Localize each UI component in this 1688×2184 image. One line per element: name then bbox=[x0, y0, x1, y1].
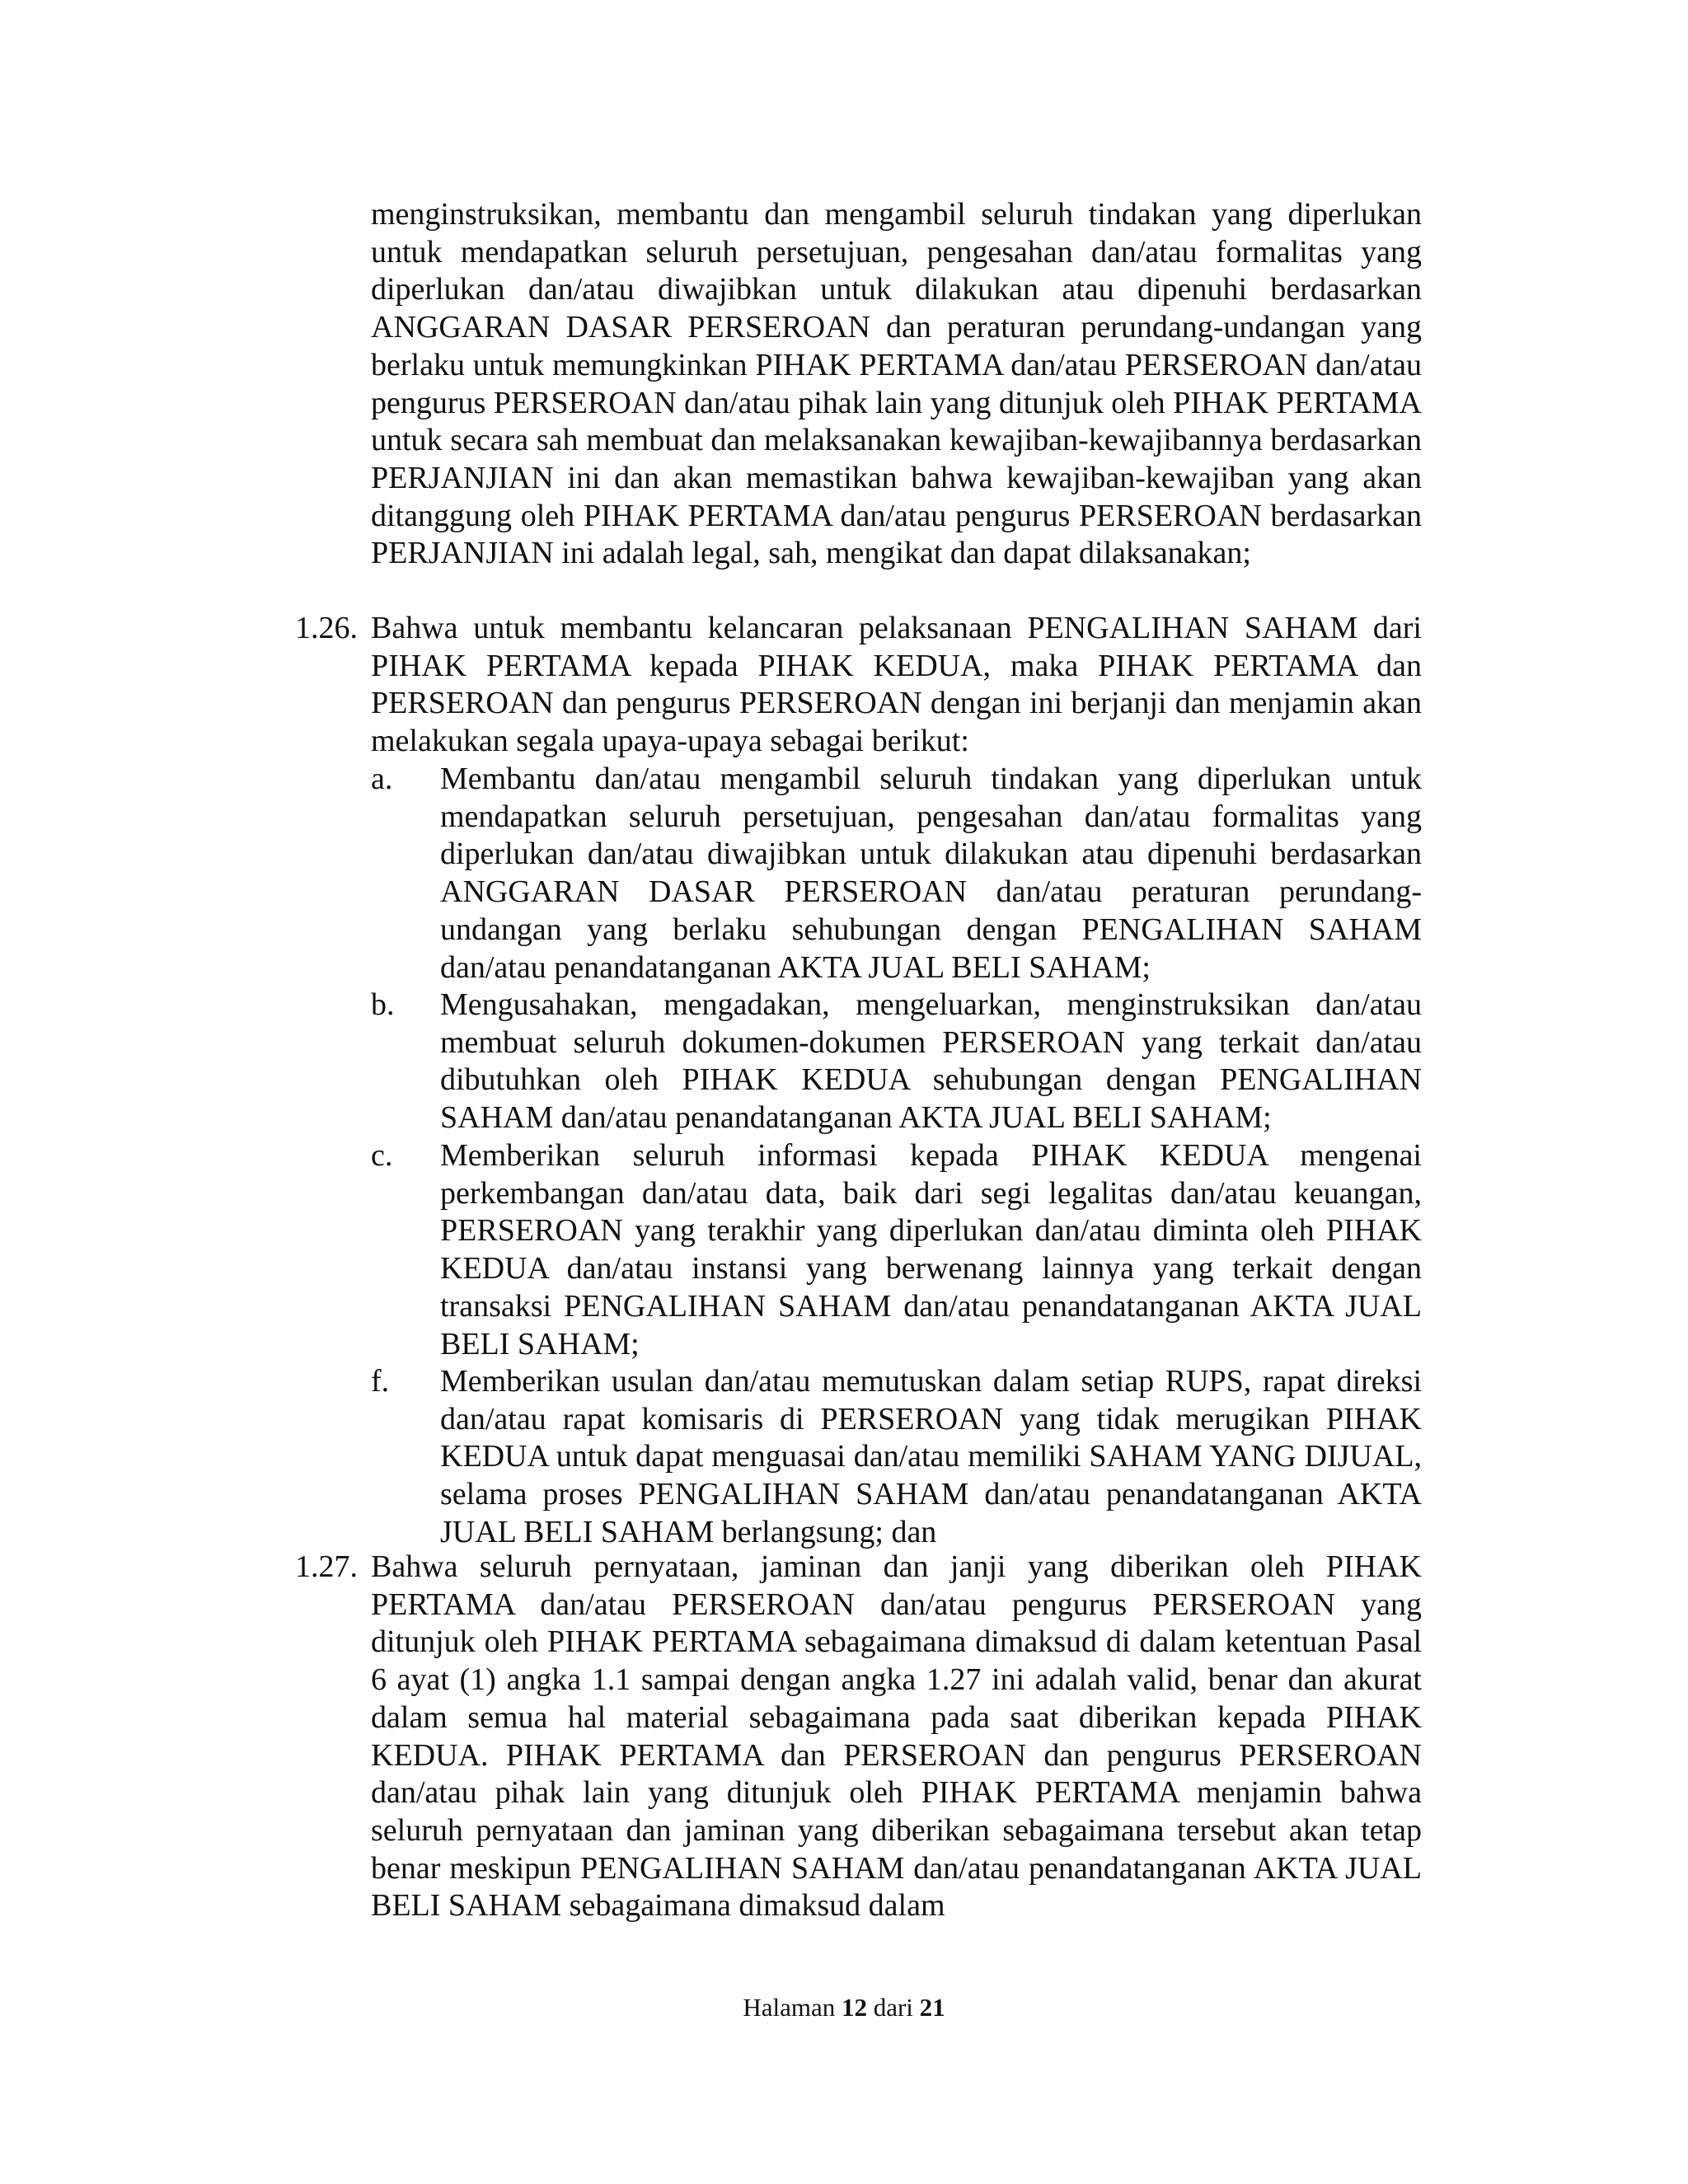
list-item-label: f. bbox=[371, 1364, 390, 1399]
clause-text: Bahwa seluruh pernyataan, jaminan dan janji yang diberikan oleh PIHAK PERTAMA dan/atau PERSEROAN dan/atau pengurus PERSEROAN yang ditunjuk oleh PIHAK PERTAMA sebagaimana dimaksud di dalam ketentuan Pasal 6 ayat (1) angka 1.1 sampai dengan angka 1.27 ini adalah valid, benar dan akurat dalam semua hal material sebagaimana pada saat diberikan kepada PIHAK KEDUA. PIHAK PERTAMA dan PERSEROAN dan pengurus PERSEROAN dan/atau pihak lain yang ditunjuk oleh PIHAK PERTAMA menjamin bahwa seluruh pernyataan dan jaminan yang diberikan sebagaimana tersebut akan tetap benar meskipun PENGALIHAN SAHAM dan/atau penandatanganan AKTA JUAL BELI SAHAM sebagaimana dimaksud dalam bbox=[371, 1549, 1422, 1924]
footer-separator: dari bbox=[873, 1993, 913, 2022]
page-footer bbox=[0, 1993, 1688, 2022]
clause-1-27 bbox=[295, 1549, 1422, 1925]
clause-1-26 bbox=[295, 610, 1422, 761]
footer-total-pages: 21 bbox=[919, 1993, 945, 2022]
list-item-label: c. bbox=[371, 1138, 393, 1173]
footer-prefix: Halaman bbox=[743, 1993, 836, 2022]
list-item-label: b. bbox=[371, 987, 395, 1022]
list-item-text: Membantu dan/atau mengambil seluruh tindakan yang diperlukan untuk mendapatkan seluruh persetujuan, pengesahan dan/atau formalitas yang diperlukan dan/atau diwajibkan untuk dilakukan atau dipenuhi berdasarkan ANGGARAN DASAR PERSEROAN dan/atau peraturan perundang-undangan yang berlaku sehubungan dengan PENGALIHAN SAHAM dan/atau penandatanganan AKTA JUAL BELI SAHAM; bbox=[440, 762, 1422, 985]
footer-page-number: 12 bbox=[841, 1993, 867, 2022]
clause-number: 1.26. bbox=[295, 611, 358, 645]
clause-text: Bahwa untuk membantu kelancaran pelaksanaan PENGALIHAN SAHAM dari PIHAK PERTAMA kepada PIHAK KEDUA, maka PIHAK PERTAMA dan PERSEROAN dan pengurus PERSEROAN dengan ini berjanji dan menjamin akan melakukan segala upaya-upaya sebagai berikut: bbox=[371, 611, 1422, 759]
list-item-text: Memberikan usulan dan/atau memutuskan dalam setiap RUPS, rapat direksi dan/atau rapat komisaris di PERSEROAN yang tidak merugikan PIHAK KEDUA untuk dapat menguasai dan/atau memiliki SAHAM YANG DIJUAL, selama proses PENGALIHAN SAHAM dan/atau penandatanganan AKTA JUAL BELI SAHAM berlangsung; dan bbox=[440, 1364, 1422, 1549]
clause-number: 1.27. bbox=[295, 1549, 358, 1584]
list-item-text: Mengusahakan, mengadakan, mengeluarkan, menginstruksikan dan/atau membuat seluruh dokumen-dokumen PERSEROAN yang terkait dan/atau dibutuhkan oleh PIHAK KEDUA sehubungan dengan PENGALIHAN SAHAM dan/atau penandatanganan AKTA JUAL BELI SAHAM; bbox=[440, 987, 1422, 1136]
list-item-label: a. bbox=[371, 762, 393, 796]
continuation-paragraph: menginstruksikan, membantu dan mengambil seluruh tindakan yang diperlukan untuk mendapatkan seluruh persetujuan, pengesahan dan/atau formalitas yang diperlukan dan/atau diwajibkan untuk dilakukan atau dipenuhi berdasarkan ANGGARAN DASAR PERSEROAN dan peraturan perundang-undangan yang berlaku untuk memungkinkan PIHAK PERTAMA dan/atau PERSEROAN dan/atau pengurus PERSEROAN dan/atau pihak lain yang ditunjuk oleh PIHAK PERTAMA untuk secara sah membuat dan melaksanakan kewajiban-kewajibannya berdasarkan PERJANJIAN ini dan akan memastikan bahwa kewajiban-kewajiban yang akan ditanggung oleh PIHAK PERTAMA dan/atau pengurus PERSEROAN berdasarkan PERJANJIAN ini adalah legal, sah, mengikat dan dapat dilaksanakan; bbox=[371, 197, 1422, 571]
list-item-text: Memberikan seluruh informasi kepada PIHAK KEDUA mengenai perkembangan dan/atau data, baik dari segi legalitas dan/atau keuangan, PERSEROAN yang terakhir yang diperlukan dan/atau diminta oleh PIHAK KEDUA dan/atau instansi yang berwenang lainnya yang terkait dengan transaksi PENGALIHAN SAHAM dan/atau penandatanganan AKTA JUAL BELI SAHAM; bbox=[440, 1138, 1422, 1361]
